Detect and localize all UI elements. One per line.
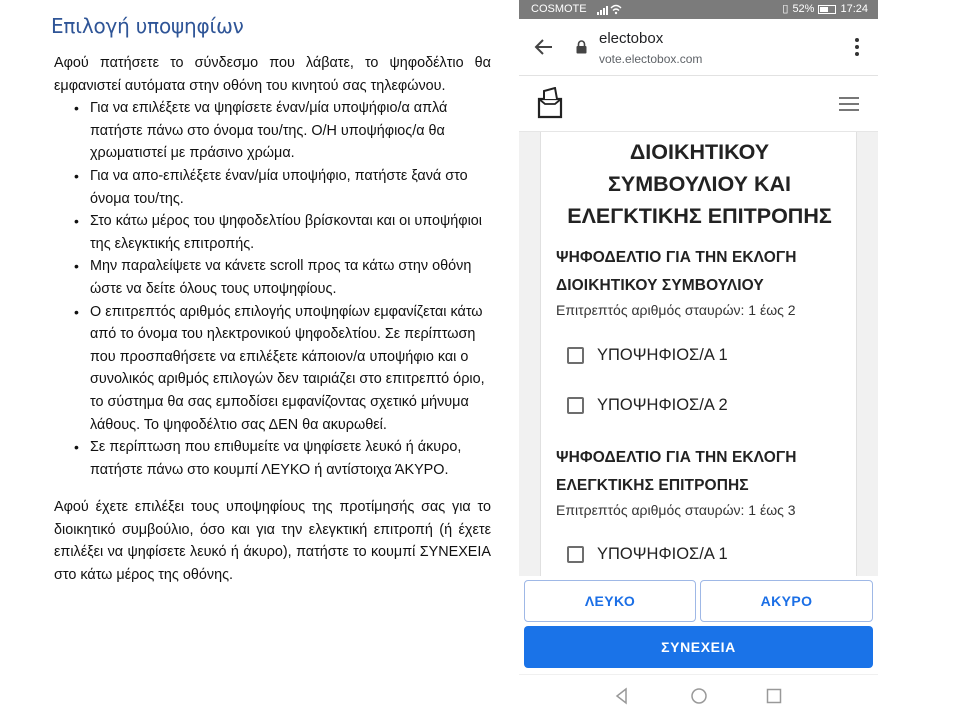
candidate-name[interactable]: ΥΠΟΨΗΦΙΟΣ/Α 1 <box>597 345 728 364</box>
candidate-option[interactable] <box>567 344 728 366</box>
candidate-checkbox[interactable] <box>567 347 584 364</box>
ballot-heading: ΨΗΦΟΔΕΛΤΙΟ ΓΙΑ ΤΗΝ ΕΚΛΟΓΗ ΕΛΕΓΚΤΙΚΗΣ ΕΠΙΤΡΟΠΗΣ <box>556 449 797 494</box>
site-title[interactable]: electobox <box>599 30 664 47</box>
instruction-item: • Για να απο-επιλέξετε έναν/μία υποψήφιο, πατήστε ξανά στο όνομα του/της. <box>54 165 491 210</box>
candidate-checkbox[interactable] <box>567 397 584 414</box>
nfc-vibrate-icon: ▯ <box>782 3 789 15</box>
ballot-scroll-area[interactable] <box>519 132 878 576</box>
election-title-line: ΣΥΜΒΟΥΛΙΟΥ ΚΑΙ <box>608 172 791 196</box>
void-vote-button[interactable]: ΑΚΥΡΟ <box>700 580 873 622</box>
election-title-line: ΕΛΕΓΚΤΙΚΗΣ ΕΠΙΤΡΟΠΗΣ <box>567 204 832 228</box>
more-vert-icon[interactable] <box>854 37 860 57</box>
candidate-option[interactable] <box>567 543 728 565</box>
status-right <box>782 0 868 19</box>
nav-back-icon[interactable] <box>613 687 631 705</box>
ballot-card <box>540 132 857 576</box>
instruction-item: • Στο κάτω μέρος του ψηφοδελτίου βρίσκονται και οι υποψήφιοι της ελεγκτικής επιτροπής. <box>54 210 491 255</box>
instruction-item: • Για να επιλέξετε να ψηφίσετε έναν/μία υποψήφιο/α απλά πατήστε πάνω στο όνομα του/της. Ο/Η υποψήφιος/α θα χρωματιστεί με πράσινο χρώμα. <box>54 97 491 165</box>
ballot-box-icon[interactable] <box>536 87 564 119</box>
instruction-list <box>54 97 491 481</box>
blank-vote-button[interactable]: ΛΕΥΚΟ <box>524 580 696 622</box>
intro-paragraph: Αφού πατήσετε το σύνδεσμο που λάβατε, το ψηφοδέλτιο θα εμφανιστεί αυτόματα στην οθόνη του κινητού σας τηλεφώνου. <box>54 55 491 94</box>
candidate-name[interactable]: ΥΠΟΨΗΦΙΟΣ/Α 1 <box>597 544 728 563</box>
battery-percent: 52% <box>792 3 815 15</box>
status-bar <box>519 0 878 19</box>
browser-url-bar <box>519 19 878 76</box>
page-title: Επιλογή υποψηφίων <box>51 14 244 38</box>
ballot-board <box>556 244 846 318</box>
instructions <box>54 52 491 587</box>
carrier-name: COSMOTE <box>531 3 587 15</box>
lock-icon <box>576 40 587 54</box>
action-bar <box>519 576 878 674</box>
election-title-line: ΔΙΟΙΚΗΤΙΚΟΥ <box>629 140 770 164</box>
candidate-option[interactable] <box>567 394 728 416</box>
outro-paragraph: Αφού έχετε επιλέξει τους υποψηφίους της προτίμησής σας για το διοικητικό συμβούλιο, όσο και για την ελεγκτική επιτροπή (ή έχετε επιλέξει να ψηφίσετε λευκό ή άκυρο), πατήστε το κουμπί ΣΥΝΕΧΕΙΑ στο κάτω μέρος της οθόνης. <box>54 499 491 584</box>
instruction-item: • Σε περίπτωση που επιθυμείτε να ψηφίσετε λευκό ή άκυρο, πατήστε πάνω στο κουμπί ΛΕΥΚΟ ή αντίστοιχα ΆΚΥΡΟ. <box>54 436 491 481</box>
nav-home-icon[interactable] <box>690 687 708 705</box>
election-title <box>541 136 858 232</box>
site-url[interactable]: vote.electobox.com <box>599 52 703 66</box>
app-header <box>519 76 878 132</box>
hamburger-menu-icon[interactable] <box>839 96 859 112</box>
allowed-votes: Επιτρεπτός αριθμός σταυρών: 1 έως 3 <box>556 502 796 518</box>
candidate-checkbox[interactable] <box>567 546 584 563</box>
ballot-heading: ΨΗΦΟΔΕΛΤΙΟ ΓΙΑ ΤΗΝ ΕΚΛΟΓΗ ΔΙΟΙΚΗΤΙΚΟΥ ΣΥΜΒΟΥΛΙΟΥ <box>556 249 797 294</box>
instruction-item: • Ο επιτρεπτός αριθμός επιλογής υποψηφίων εμφανίζεται κάτω από το όνομα του ηλεκτρονικού ψηφοδελτίου. Σε περίπτωση που προσπαθήσετε να επιλέξετε κάποιον/α υποψήφιο και ο συνολικός αριθμός επιλογών δεν ταιριάζει στο επιτρεπτό όριο, το σύστημα θα σας εμποδίσει εμφανίζοντας σχετικό μήνυμα λάθους. Το ψηφοδέλτιο σας ΔΕΝ θα ακυρωθεί. <box>54 301 491 437</box>
candidate-name[interactable]: ΥΠΟΨΗΦΙΟΣ/Α 2 <box>597 395 728 414</box>
battery-icon <box>818 5 836 14</box>
allowed-votes: Επιτρεπτός αριθμός σταυρών: 1 έως 2 <box>556 302 796 318</box>
continue-button[interactable]: ΣΥΝΕΧΕΙΑ <box>524 626 873 668</box>
signal-wifi-icon <box>597 4 623 15</box>
android-nav-bar <box>519 674 878 717</box>
nav-recents-icon[interactable] <box>765 687 783 705</box>
ballot-audit <box>556 444 846 518</box>
clock: 17:24 <box>840 3 868 15</box>
instruction-item: • Μην παραλείψετε να κάνετε scroll προς τα κάτω στην οθόνη ώστε να δείτε όλους τους υποψηφίους. <box>54 255 491 300</box>
back-arrow-icon[interactable] <box>533 36 555 58</box>
phone-screen <box>519 0 878 717</box>
